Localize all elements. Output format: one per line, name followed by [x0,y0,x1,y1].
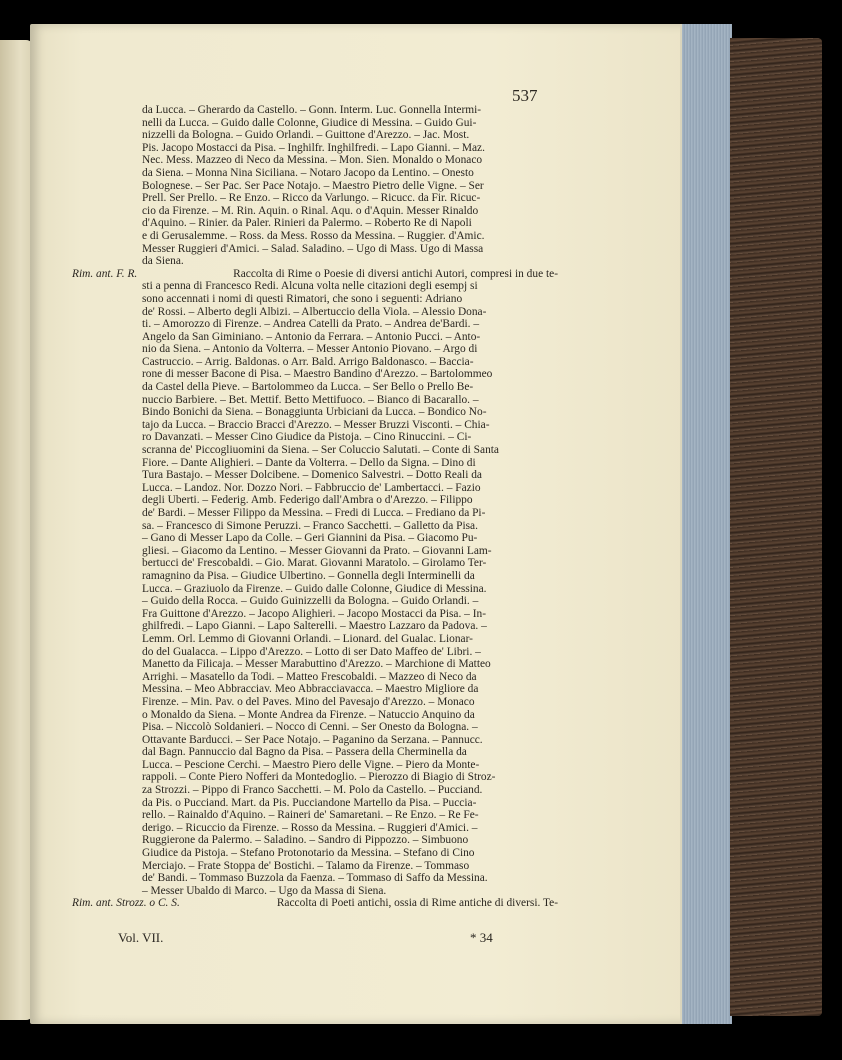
line-text: rappoli. – Conte Piero Nofferi da Montedoglio. – Pierozzo di Biagio di Stroz- [142,771,496,784]
text-line [72,620,558,633]
signature-mark: * 34 [470,930,493,945]
line-text: ghilfredi. – Lapo Gianni. – Lapo Salterelli. – Maestro Lazzaro da Padova. – [142,620,487,633]
line-text: sono accennati i nomi di questi Rimatori, che sono i seguenti: Adriano [142,292,463,305]
line-text: Ottavante Barducci. – Ser Pace Notajo. – Paganino da Serzana. – Pannucc. [142,733,483,746]
line-text: da Siena. – Monna Nina Siciliana. – Notaro Jacopo da Lentino. – Onesto [142,166,474,179]
line-text: Pis. Jacopo Mostacci da Pisa. – Inghilfr. Inghilfredi. – Lapo Gianni. – Maz. [142,141,485,154]
line-text: nuccio Barbiere. – Bet. Mettif. Betto Mettifuoco. – Bianco di Bacarallo. – [142,393,479,406]
text-line [72,406,558,419]
text-line [72,268,558,281]
line-text: rello. – Rainaldo d'Aquino. – Raineri de' Samaretani. – Re Enzo. – Re Fe- [142,809,479,822]
line-text: dal Bagn. Pannuccio dal Bagno da Pisa. – Passera della Cherminella da [142,746,467,759]
line-text: d'Aquino. – Rinier. da Paler. Rinieri da Palermo. – Roberto Re di Napoli [142,217,472,230]
text-line [72,243,558,256]
line-text: – Messer Ubaldo di Marco. – Ugo da Massa di Siena. [142,884,387,897]
text-line [72,343,558,356]
line-text: Angelo da San Giminiano. – Antonio da Ferrara. – Antonio Pucci. – Anto- [142,330,481,343]
line-text: scranna de' Piccogliuomini da Siena. – Ser Coluccio Salutati. – Conte di Santa [142,444,499,457]
text-line [72,217,558,230]
line-text: Ruggierone da Palermo. – Saladino. – Sandro di Pippozzo. – Simbuono [142,834,469,847]
text-line [72,154,558,167]
line-text: derigo. – Ricuccio da Firenze. – Rosso da Messina. – Ruggieri d'Amici. – [142,821,478,834]
text-line [72,520,558,533]
line-text: ti. – Amorozzo di Firenze. – Andrea Catelli da Prato. – Andrea de'Bardi. – [142,318,480,331]
text-line [72,469,558,482]
text-line [72,721,558,734]
text-line [72,557,558,570]
line-text: gliesi. – Giacomo da Lentino. – Messer Giovanni da Prato. – Giovanni Lam- [142,544,492,557]
text-line [72,683,558,696]
line-text: Raccolta di Poeti antichi, ossia di Rime antiche di diversi. Te- [276,897,558,910]
text-line [72,885,558,898]
line-text: cio da Firenze. – M. Rin. Aquin. o Rinal. Aqu. o d'Aquin. Messer Rinaldo [142,204,479,217]
line-text: o Monaldo da Siena. – Monte Andrea da Firenze. – Natuccio Anquino da [142,708,475,721]
line-text: Lucca. – Pescione Cerchi. – Maestro Piero delle Vigne. – Piero da Monte- [142,758,480,771]
line-text: Messina. – Meo Abbracciav. Meo Abbracciavacca. – Maestro Migliore da [142,683,479,696]
text-line [72,872,558,885]
line-text: Bolognese. – Ser Pac. Ser Pace Notajo. – Maestro Pietro delle Vigne. – Ser [142,179,484,192]
text-line [72,545,558,558]
line-text: Messer Ruggieri d'Amici. – Salad. Saladino. – Ugo di Mass. Ugo di Massa [142,242,484,255]
line-text: Lucca. – Landoz. Nor. Dozzo Nori. – Fabbruccio de' Lambertacci. – Fazio [142,481,481,494]
text-line [72,696,558,709]
book-cover [730,38,822,1016]
line-text: do del Gualacca. – Lippo d'Arezzo. – Lotto di ser Dato Maffeo de' Libri. – [142,645,481,658]
source-abbreviation: Rim. ant. Strozz. o C. S. [72,897,180,910]
line-text: Castruccio. – Arrig. Baldonas. o Arr. Bald. Arrigo Baldonasco. – Baccia- [142,355,474,368]
text-line [72,142,558,155]
text-line [72,318,558,331]
line-text: Prell. Ser Prello. – Re Enzo. – Ricco da Varlungo. – Ricucc. da Fir. Ricuc- [142,192,481,205]
line-text: ramagnino da Pisa. – Giudice Ulbertino. – Gonnella degli Interminelli da [142,569,475,582]
line-text: – Guido della Rocca. – Guido Guinizzelli da Bologna. – Guido Orlandi. – [142,595,479,608]
line-text: Firenze. – Min. Pav. o del Paves. Mino del Pavesajo d'Arezzo. – Monaco [142,695,475,708]
line-text: Lucca. – Graziuolo da Firenze. – Guido dalle Colonne, Giudice di Messina. [142,582,487,595]
text-line [72,167,558,180]
line-text: de' Bandi. – Tommaso Buzzola da Faenza. – Tommaso di Saffo da Messina. [142,872,488,885]
text-line [72,583,558,596]
line-text: sa. – Francesco di Simone Peruzzi. – Franco Sacchetti. – Galletto da Pisa. [142,519,478,532]
line-text: da Lucca. – Gherardo da Castello. – Gonn. Interm. Luc. Gonnella Intermi- [142,104,482,116]
text-line [72,444,558,457]
line-text: Lemm. Orl. Lemmo di Giovanni Orlandi. – Lionard. del Gualac. Lionar- [142,632,473,645]
line-text: za Strozzi. – Pippo di Franco Sacchetti. – M. Polo da Castello. – Pucciand. [142,784,483,797]
text-line [72,897,558,910]
line-text: tajo da Lucca. – Braccio Bracci d'Arezzo. – Messer Bruzzi Visconti. – Chia- [142,418,490,431]
left-page-edge [0,40,34,1020]
text-body [72,104,558,910]
line-text: de' Rossi. – Alberto degli Albizi. – Albertuccio della Viola. – Alessio Dona- [142,305,487,318]
text-line [72,532,558,545]
line-text: da Siena. [142,255,184,268]
line-text: Arrighi. – Masatello da Todi. – Matteo Frescobaldi. – Mazzeo di Neco da [142,670,477,683]
text-line [72,797,558,810]
text-line [72,192,558,205]
text-line [72,230,558,243]
text-line [72,771,558,784]
page-number: 537 [512,86,538,105]
page-fore-edge [680,24,732,1024]
line-text: sti a penna di Francesco Redi. Alcuna volta nelle citazioni degli esempj si [142,280,478,293]
line-text: Manetto da Filicaja. – Messer Marabuttino d'Arezzo. – Marchione di Matteo [142,658,491,671]
line-text: de' Bardi. – Messer Filippo da Messina. – Fredi di Lucca. – Frediano da Pi- [142,507,486,519]
text-line [72,494,558,507]
line-text: Tura Bastajo. – Messer Dolcibene. – Domenico Salvestri. – Dotto Reali da [142,469,482,482]
line-text: Bindo Bonichi da Siena. – Bonaggiunta Urbiciani da Lucca. – Bondico No- [142,406,487,419]
text-line [72,331,558,344]
text-line [72,280,558,293]
text-line [72,104,558,117]
text-line [72,822,558,835]
text-line [72,658,558,671]
line-text: Raccolta di Rime o Poesie di diversi antichi Autori, compresi in due te- [233,267,558,280]
text-line [72,860,558,873]
text-line [72,671,558,684]
line-text: bertucci de' Frescobaldi. – Gio. Marat. Giovanni Maratolo. – Girolamo Ter- [142,557,487,570]
line-text: Giudice da Pistoja. – Stefano Protonotario da Messina. – Stefano di Cino [142,847,475,860]
line-text: Nec. Mess. Mazzeo di Neco da Messina. – Mon. Sien. Monaldo o Monaco [142,154,483,167]
source-abbreviation: Rim. ant. F. R. [72,267,138,280]
line-text: Merciajo. – Frate Stoppa de' Bostichi. – Talamo da Firenze. – Tommaso [142,859,470,872]
text-line [72,419,558,432]
line-text: nelli da Lucca. – Guido dalle Colonne, Giudice di Messina. – Guido Gui- [142,116,477,129]
line-text: Pisa. – Niccolò Soldanieri. – Nocco di Cenni. – Ser Onesto da Bologna. – [142,721,478,734]
text-line [72,646,558,659]
text-line [72,734,558,747]
text-line [72,633,558,646]
text-line [72,608,558,621]
line-text: nizzelli da Bologna. – Guido Orlandi. – Guittone d'Arezzo. – Jac. Most. [142,129,470,142]
text-line [72,595,558,608]
text-line [72,368,558,381]
text-line [72,180,558,193]
text-line [72,381,558,394]
text-line [72,759,558,772]
text-line [72,834,558,847]
text-line [72,847,558,860]
line-text: da Pis. o Pucciand. Mart. da Pis. Pucciandone Martello da Pisa. – Puccia- [142,796,477,809]
line-text: nio da Siena. – Antonio da Volterra. – Messer Antonio Piovano. – Argo di [142,343,478,356]
text-line [72,746,558,759]
line-text: degli Uberti. – Federig. Amb. Federigo dall'Ambra o d'Arezzo. – Filippo [142,494,473,507]
line-text: e di Gerusalemme. – Ross. da Mess. Rosso da Messina. – Ruggier. d'Amic. [142,229,485,242]
text-line [72,482,558,495]
text-line [72,129,558,142]
text-line [72,205,558,218]
text-line [72,457,558,470]
line-text: da Castel della Pieve. – Bartolommeo da Lucca. – Ser Bello o Prello Be- [142,381,474,394]
line-text: Fra Guittone d'Arezzo. – Jacopo Alighieri. – Jacopo Mostacci da Pisa. – In- [142,607,487,620]
text-line [72,507,558,520]
line-text: – Gano di Messer Lapo da Colle. – Geri Giannini da Pisa. – Giacomo Pu- [142,532,478,545]
text-line [72,117,558,130]
line-text: ro Davanzati. – Messer Cino Giudice da Pistoja. – Cino Rinuccini. – Ci- [142,431,472,444]
text-line [72,784,558,797]
text-line [72,356,558,369]
line-text: rone di messer Bacone di Pisa. – Maestro Bandino d'Arezzo. – Bartolommeo [142,368,493,381]
volume-label: Vol. VII. [118,930,164,945]
text-line [72,255,558,268]
line-text: Fiore. – Dante Alighieri. – Dante da Volterra. – Dello da Signa. – Dino di [142,456,476,469]
text-line [72,809,558,822]
text-line [72,394,558,407]
text-line [72,709,558,722]
text-line [72,431,558,444]
text-line [72,570,558,583]
text-line [72,306,558,319]
text-line [72,293,558,306]
